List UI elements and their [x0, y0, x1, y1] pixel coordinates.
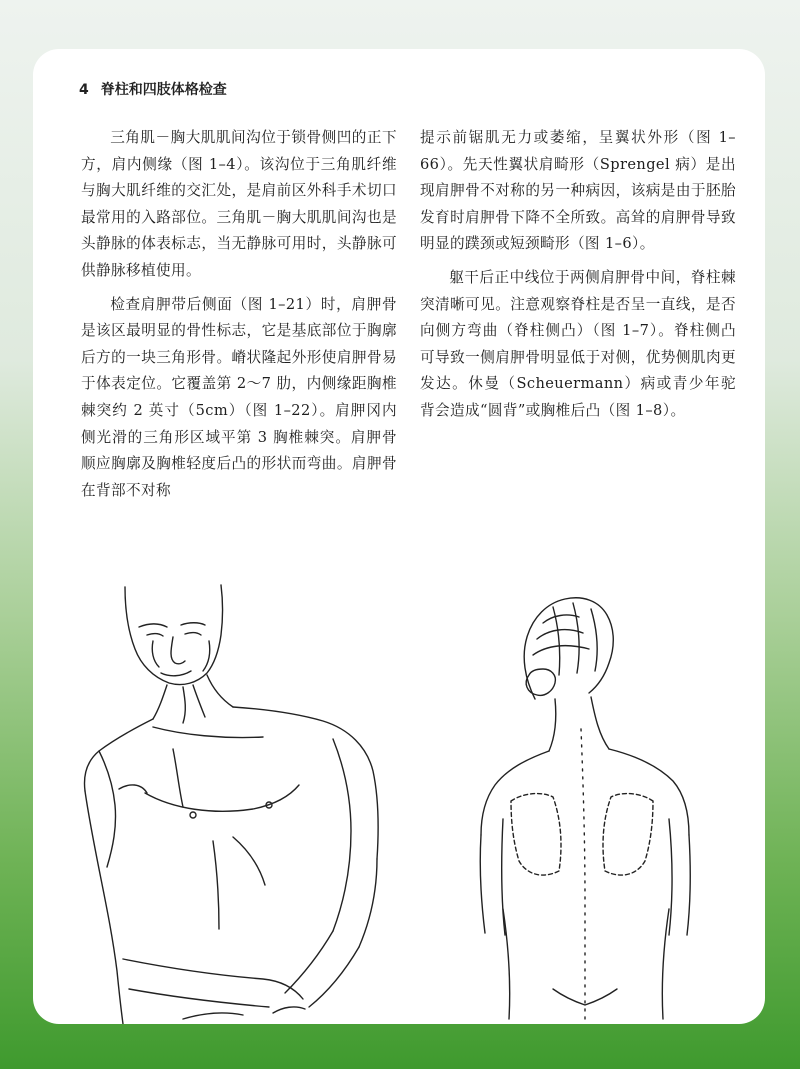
running-title: 脊柱和四肢体格检查 [100, 82, 227, 98]
paragraph: 躯干后正中线位于两侧肩胛骨中间，脊柱棘突清晰可见。注意观察脊柱是否呈一直线，是否向侧方弯曲（脊柱侧凸）（图 1–7）。脊柱侧凸可导致一侧肩胛骨明显低于对侧，优势侧肌肉更发达。休曼（Scheuermann）病或青少年驼背会造成“圆背”或胸椎后凸（图 1–8）。 [420, 268, 736, 419]
anatomy-illustration [33, 579, 765, 1024]
right-text-column [420, 125, 736, 432]
paragraph-continuation: 提示前锯肌无力或萎缩，呈翼状外形（图 1–66）。先天性翼状肩畸形（Sprengel 病）是出现肩胛骨不对称的另一种病因，该病是由于胚胎发育时肩胛骨下降不全所致。高耸的肩胛骨导致明显的蹼颈或短颈畸形（图 1–6）。 [420, 129, 736, 253]
paragraph: 三角肌－胸大肌肌间沟位于锁骨侧凹的正下方，肩内侧缘（图 1–4）。该沟位于三角肌纤维与胸大肌纤维的交汇处，是肩前区外科手术切口最常用的入路部位。三角肌－胸大肌肌间沟也是头静脉的体表标志，当无静脉可用时，头静脉可供静脉移植使用。 [81, 129, 397, 279]
left-text-column [81, 125, 397, 511]
female-back-posterior-sketch-icon [480, 598, 690, 1019]
page-number: 4 [79, 82, 89, 98]
running-header [79, 79, 227, 99]
male-shoulder-anterolateral-sketch-icon [85, 585, 379, 1024]
book-page [33, 49, 765, 1024]
paragraph: 检查肩胛带后侧面（图 1–21）时，肩胛骨是该区最明显的骨性标志，它是基底部位于胸廓后方的一块三角形骨。嵴状隆起外形使肩胛骨易于体表定位。它覆盖第 2～7 肋，内侧缘距胸椎棘突约 2 英寸（5cm）（图 1–22）。肩胛冈内侧光滑的三角形区域平第 3 胸椎棘突。肩胛骨顺应胸廓及胸椎轻度后凸的形状而弯曲。肩胛骨在背部不对称 [81, 295, 397, 499]
